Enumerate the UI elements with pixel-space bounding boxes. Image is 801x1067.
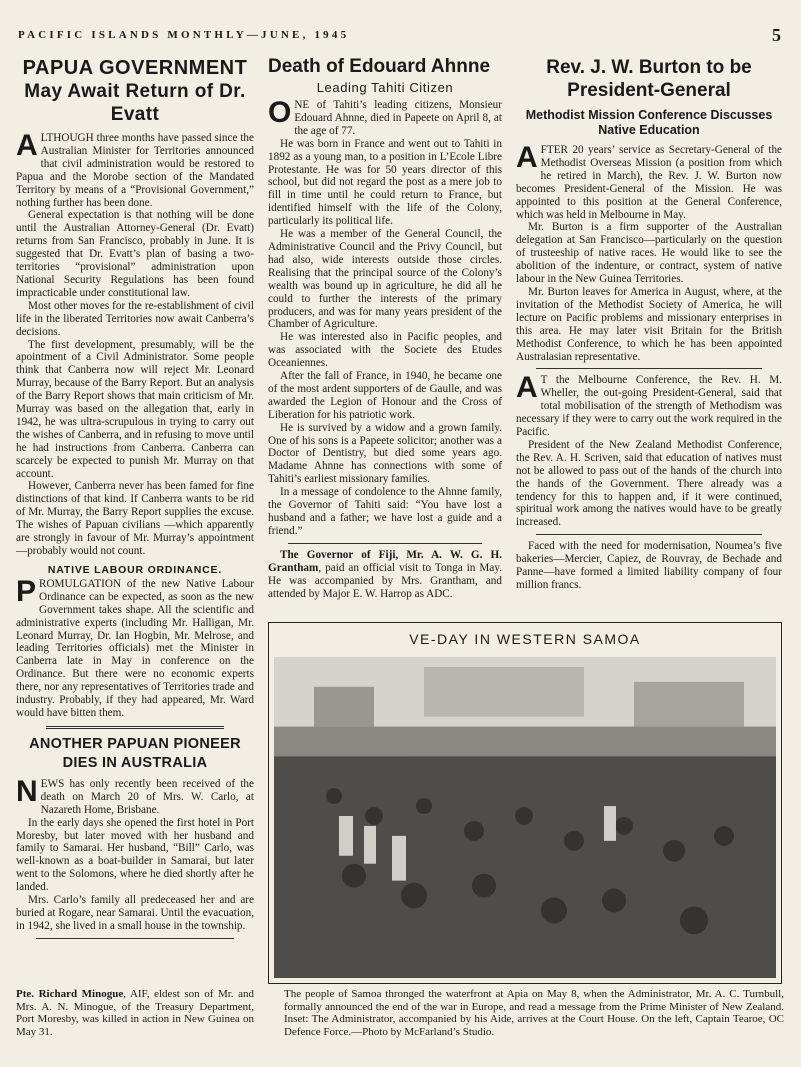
photo-caption: The people of Samoa thronged the waterfront at Apia on May 8, when the Administrator, Mr. A. C. Turnbull, formally announced the end of the war in Europe, and read a message from the Prime Minister of New Zealand. Inset: The Administrator, accompanied by his Aide, arrives at the Court House. On the left, Captain Tearoe, OC Defence Force.—Photo by McFarland’s Studio.: [284, 988, 784, 1038]
minogue-note: Pte. Richard Minogue, AIF, eldest son of Mr. and Mrs. A. N. Minogue, of the Treasury Department, Port Moresby, was killed in action in New Guinea on May 31.: [16, 988, 254, 1038]
ahnne-paragraph-1: ONE of Tahiti’s leading citizens, Monsieur Edouard Ahnne, died in Papeete on April 8, at the age of 77.: [268, 96, 502, 137]
ahnne-paragraph-6: He is survived by a widow and a grown family. One of his sons is a Papeete solicitor; another was a Doctor of Dentistry, but died some years ago. Madame Ahnne has connections with some of Tahiti’s earliest missionary families.: [268, 421, 502, 486]
column-middle: [268, 56, 502, 600]
pioneer-paragraph-2: In the early days she opened the first hotel in Port Moresby, but later moved with her husband and family to Samarai. Her husband, “Bill” Carlo, was well-known as a boat-builder in Samarai, but later went to the Solomons, where he died shortly after he landed.: [16, 816, 254, 894]
crowd-photo: [274, 657, 776, 978]
dropcap: O: [268, 96, 292, 129]
dropcap: N: [16, 774, 38, 808]
fiji-note: The Governor of Fiji, Mr. A. W. G. H. Grantham, paid an official visit to Tonga in May. He was accompanied by Mrs. Grantham, and attended by Major E. W. Harrop as ADC.: [268, 548, 502, 600]
photo-frame: [268, 622, 782, 984]
pioneer-paragraph-3: Mrs. Carlo’s family all predeceased her and are buried at Rogare, near Samarai. Until the evacuation, in 1942, she lived in a small house in the township.: [16, 894, 254, 932]
labour-paragraph-1: PROMULGATION of the new Native Labour Ordinance can be expected, as soon as the new Government takes shape. All the scientific and administrative experts (including Mr. Halligan, Mr. Leonard Murray, Dr. Ian Hogbin, Mr. Melrose, and leading Territories officials) met the Minister in Canberra late in May in conference on the Ordinance. But there were no economic experts there, nor any representatives of Territories trade and industry. Probably, if they had appeared, Mr. Ward would have bitten them.: [16, 574, 254, 719]
noumea-note: Faced with the need for modernisation, Noumea’s five bakeries—Mercier, Capiez, de Rouvray, de Bechade and Panne—have formed a limited liability company of four million francs.: [516, 540, 782, 591]
running-head: [18, 24, 781, 46]
dropcap: A: [516, 371, 538, 405]
divider: [288, 543, 482, 544]
ahnne-headline: Death of Edouard Ahnne: [268, 56, 491, 77]
papua-article: [16, 56, 254, 720]
burton-paragraph-1: AFTER 20 years’ service as Secretary-General of the Methodist Overseas Mission (a position from which he retired in March), the Rev. J. W. Burton now becomes President-General of the Mission. He was appointed to this position at the General Conference, which was held in Melbourne in May.: [516, 141, 782, 221]
pioneer-headline: ANOTHER PAPUAN PIONEER DIES IN AUSTRALIA: [29, 735, 241, 771]
running-title: PACIFIC ISLANDS MONTHLY—JUNE, 1945: [18, 29, 350, 41]
ahnne-paragraph-3: He was a member of the General Council, the Administrative Council and the Privy Council, but had also, wide interests outside those circles. Realising that the principal source of the Colony’s wealth was bound up in agriculture, he did all he could to further the interests of the primary producers, and was for many years president of the Chamber of Agriculture.: [268, 228, 502, 331]
ahnne-paragraph-5: After the fall of France, in 1940, he became one of the most ardent supporters of de Gaulle, and was awarded the Legion of Honour and the Cross of Liberation for his patriotic work.: [268, 370, 502, 421]
divider: [536, 534, 762, 535]
burton-paragraph-2: Mr. Burton is a firm supporter of the Australian delegation at San Francisco—particularly on the question of trusteeship of native races. He would like to see the abolition of the indenture, or contract, system of native labour in the New Guinea Territories.: [516, 221, 782, 286]
ahnne-paragraph-2: He was born in France and went out to Tahiti in 1892 as a young man, to a position in L’Ecole Libre Protestante. He was for 50 years director of this school, but did not regard the post as a mere job to fill in time until he could return to France, but identified himself with the life of the Colony, particularly its political life.: [268, 137, 502, 228]
dropcap: A: [16, 129, 38, 162]
ahnne-paragraph-4: He was interested also in Pacific peoples, and was associated with the Societe des Etudes Oceaniennes.: [268, 331, 502, 370]
burton-article: [516, 56, 782, 529]
column-right: [516, 56, 782, 592]
minogue-name: Pte. Richard Minogue: [16, 988, 124, 1000]
burton-deck: Methodist Mission Conference Discusses Native Education: [525, 108, 773, 137]
pioneer-paragraph-1: NEWS has only recently been received of the death on March 20 of Mrs. W. Carlo, at Nazareth Home, Brisbane.: [16, 774, 254, 816]
burton-paragraph-5: President of the New Zealand Methodist Conference, the Rev. A. H. Scriven, said that education of natives must not be allowed to pass out of the hands of the church into the hands of the Government. There already was a tendency for this to happen and, if it were continued, spiritual work among the natives would have to be greatly increased.: [516, 438, 782, 529]
dropcap: A: [516, 141, 538, 174]
photo-title: VE-DAY IN WESTERN SAMOA: [409, 631, 641, 647]
page-number: 5: [772, 24, 781, 45]
ahnne-subhead: Leading Tahiti Citizen: [316, 80, 454, 95]
papua-paragraph-1: ALTHOUGH three months have passed since the Australian Minister for Territories announced that civil administration would be restored to Papua and the Morobe section of the Mandated Territory by means of a “Provisional Government,” nothing further has been done.: [16, 129, 254, 209]
papua-paragraph-4: The first development, presumably, will be the apointment of a Civil Administrator. Some people think that Canberra now will reject Mr. Leonard Murray, because of the Barry Report. But an analysis of the Barry Report shows that main criticism of Mr. Murray was based on the allegation that, early in 1942, he was ultra-scrupulous in trying to carry out the wishes of Canberra, and in refusing to move until he had instructions from Canberra. Canberra can scarcely be expected to punish Mr. Murray on that account.: [16, 338, 254, 480]
fiji-lead: The Governor of Fiji, Mr. A. W. G. H. Grantham: [268, 548, 502, 574]
burton-paragraph-3: Mr. Burton leaves for America in August, where, at the invitation of the Methodist Society of America, he will lecture on Pacific problems and missionary enterprises in this area. He may later visit Britain for the British Methodist Conference, to which he has been appointed Australasian representative.: [516, 285, 782, 363]
papua-headline: PAPUA GOVERNMENT: [22, 57, 248, 79]
papua-paragraph-3: Most other moves for the re-establishment of civil life in the liberated Territories now await Canberra’s decisions.: [16, 299, 254, 338]
ahnne-article: [268, 56, 502, 538]
papua-subhead: May Await Return of Dr. Evatt: [24, 81, 246, 125]
pioneer-article: [16, 735, 254, 933]
ahnne-paragraph-7: In a message of condolence to the Ahnne family, the Governor of Tahiti said: “You have lost a husband and a father; we have lost a guide and a friend.”: [268, 486, 502, 537]
dropcap: P: [16, 574, 37, 608]
labour-subhead: NATIVE LABOUR ORDINANCE.: [47, 563, 223, 576]
burton-paragraph-4: A T the Melbourne Conference, the Rev. H. M. Wheller, the out-going President-General, said that total mobilisation of the strength of Methodism was necessary if they were to carry out the work required in the Pacific.: [516, 371, 782, 439]
burton-headline: Rev. J. W. Burton to be President-General: [546, 57, 752, 101]
divider: [36, 938, 234, 939]
papua-paragraph-5: However, Canberra never has been famed for fine distinctions of that kind. If Canberra wants to be rid of Mr. Murray, the Barry Report supplies the excuse. The wishes of Papuan civilians —which apparently are strongly in favour of Mr. Murray’s appointment—probably would not count.: [16, 480, 254, 557]
column-left: [16, 56, 254, 944]
photo-illustration: [274, 657, 776, 978]
divider: [536, 368, 762, 369]
divider: [46, 726, 224, 729]
papua-paragraph-2: General expectation is that nothing will be done until the Australian Attorney-General (Dr. Evatt) returns from San Francisco, probably in June. It is suggested that Dr. Evatt’s plan of basing a two-territories “provisional” administration upon National Security Regulations has been found impracticable under constitutional law.: [16, 209, 254, 299]
